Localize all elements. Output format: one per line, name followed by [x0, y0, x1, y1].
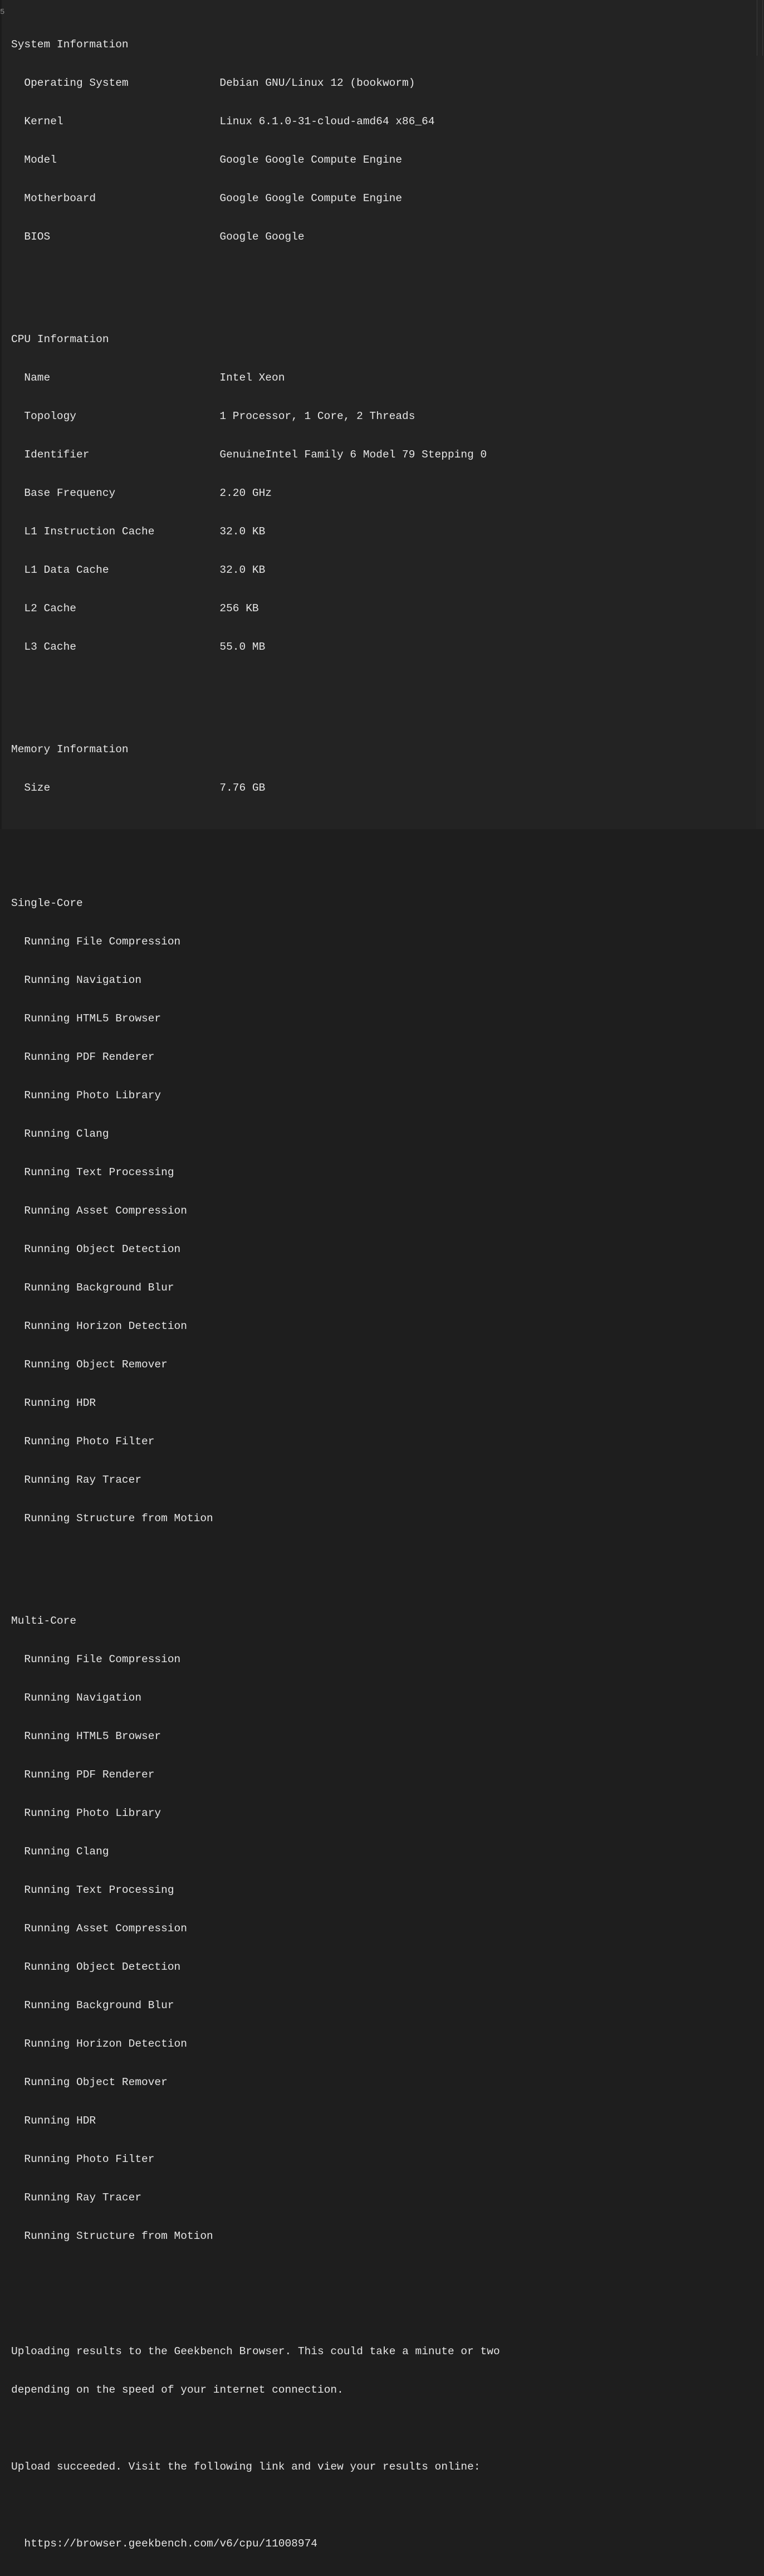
info-key: BIOS — [24, 231, 51, 243]
benchmark-line: Running HTML5 Browser — [24, 1730, 161, 1742]
benchmark-line: Running Photo Filter — [24, 2153, 155, 2165]
info-value: Google Google Compute Engine — [219, 154, 403, 166]
scrollbar[interactable] — [756, 0, 764, 829]
info-key: Motherboard — [24, 192, 96, 204]
info-key: Operating System — [24, 77, 129, 89]
benchmark-line: Running PDF Renderer — [24, 1051, 155, 1063]
benchmark-line: Running Photo Library — [24, 1807, 161, 1819]
info-row — [11, 564, 500, 577]
benchmark-line: Running File Compression — [24, 936, 181, 948]
benchmark-line: Running Horizon Detection — [24, 2038, 187, 2050]
info-key: Base Frequency — [24, 487, 116, 499]
benchmark-line: Running Navigation — [24, 1692, 142, 1704]
benchmark-line: Running Structure from Motion — [24, 2230, 213, 2242]
info-key: Kernel — [24, 115, 63, 128]
section-heading-system: System Information — [11, 38, 129, 51]
info-value: 55.0 MB — [219, 641, 266, 653]
benchmark-line: Running Object Remover — [24, 1358, 168, 1371]
section-heading-cpu: CPU Information — [11, 333, 109, 345]
info-row — [11, 231, 500, 244]
info-row — [11, 525, 500, 538]
terminal-output — [11, 0, 500, 2576]
benchmark-line: Running Photo Library — [24, 1089, 161, 1102]
left-edge-border — [0, 0, 5, 829]
benchmark-line: Running HTML5 Browser — [24, 1012, 161, 1025]
benchmark-line: Running Structure from Motion — [24, 1512, 213, 1525]
info-value: Google Google — [219, 231, 305, 243]
info-key: L1 Instruction Cache — [24, 525, 155, 538]
info-key: L1 Data Cache — [24, 564, 109, 576]
info-row — [11, 77, 500, 90]
upload-message-line-1: Uploading results to the Geekbench Browser. This could take a minute or two — [11, 2345, 500, 2358]
benchmark-line: Running Horizon Detection — [24, 1320, 187, 1332]
benchmark-line: Running Clang — [24, 1845, 109, 1858]
section-heading-multi-core: Multi-Core — [11, 1615, 77, 1627]
benchmark-line: Running Ray Tracer — [24, 2192, 142, 2204]
info-row — [11, 487, 500, 500]
info-row — [11, 602, 500, 615]
benchmark-line: Running Asset Compression — [24, 1922, 187, 1935]
section-heading-memory: Memory Information — [11, 743, 129, 756]
blank-line — [11, 269, 500, 282]
blank-line — [11, 820, 500, 846]
info-value: 7.76 GB — [219, 782, 266, 794]
benchmark-line: Running HDR — [24, 2115, 96, 2127]
benchmark-line: Running Object Detection — [24, 1243, 181, 1255]
info-key: Model — [24, 154, 57, 166]
benchmark-line: Running Background Blur — [24, 1999, 174, 2012]
info-key: Name — [24, 372, 51, 384]
info-value: Intel Xeon — [219, 372, 285, 384]
info-value: 32.0 KB — [219, 564, 266, 576]
benchmark-line: Running Navigation — [24, 974, 142, 986]
info-value: 256 KB — [219, 602, 259, 615]
info-value: Google Google Compute Engine — [219, 192, 403, 204]
benchmark-line: Running Text Processing — [24, 1884, 174, 1896]
info-row — [11, 192, 500, 205]
benchmark-line: Running Ray Tracer — [24, 1474, 142, 1486]
benchmark-line: Running Object Detection — [24, 1961, 181, 1973]
info-value: GenuineIntel Family 6 Model 79 Stepping 0 — [219, 449, 487, 461]
benchmark-line: Running Asset Compression — [24, 1205, 187, 1217]
benchmark-line: Running Text Processing — [24, 1166, 174, 1179]
benchmark-line: Running Background Blur — [24, 1282, 174, 1294]
scrollbar-thumb[interactable] — [762, 0, 763, 56]
left-edge-glyph: 5 — [0, 8, 5, 17]
info-key: L2 Cache — [24, 602, 77, 615]
results-link[interactable]: https://browser.geekbench.com/v6/cpu/11008974 — [24, 2538, 317, 2550]
info-key: Size — [24, 782, 51, 794]
info-value: 32.0 KB — [219, 525, 266, 538]
benchmark-line: Running Object Remover — [24, 2076, 168, 2088]
info-key: Topology — [24, 410, 77, 422]
benchmark-line: Running Photo Filter — [24, 1435, 155, 1448]
info-key: L3 Cache — [24, 641, 77, 653]
info-row — [11, 782, 500, 795]
info-value: Linux 6.1.0-31-cloud-amd64 x86_64 — [219, 115, 435, 128]
info-row — [11, 154, 500, 167]
blank-line — [11, 2499, 500, 2512]
info-row — [11, 641, 500, 654]
section-heading-single-core: Single-Core — [11, 897, 83, 909]
blank-line — [11, 2268, 500, 2294]
blank-line — [11, 2422, 500, 2435]
blank-line — [11, 1551, 500, 1564]
info-value: Debian GNU/Linux 12 (bookworm) — [219, 77, 415, 89]
upload-success-message: Upload succeeded. Visit the following link and view your results online: — [11, 2461, 481, 2473]
benchmark-line: Running PDF Renderer — [24, 1769, 155, 1781]
info-value: 1 Processor, 1 Core, 2 Threads — [219, 410, 415, 422]
info-row — [11, 449, 500, 461]
info-row — [11, 372, 500, 384]
info-row — [11, 115, 500, 128]
benchmark-line: Running File Compression — [24, 1653, 181, 1666]
blank-line — [11, 679, 500, 692]
upload-message-line-2: depending on the speed of your internet connection. — [11, 2384, 344, 2396]
benchmark-line: Running HDR — [24, 1397, 96, 1409]
info-key: Identifier — [24, 449, 90, 461]
info-value: 2.20 GHz — [219, 487, 272, 499]
benchmark-line: Running Clang — [24, 1128, 109, 1140]
info-row — [11, 410, 500, 423]
